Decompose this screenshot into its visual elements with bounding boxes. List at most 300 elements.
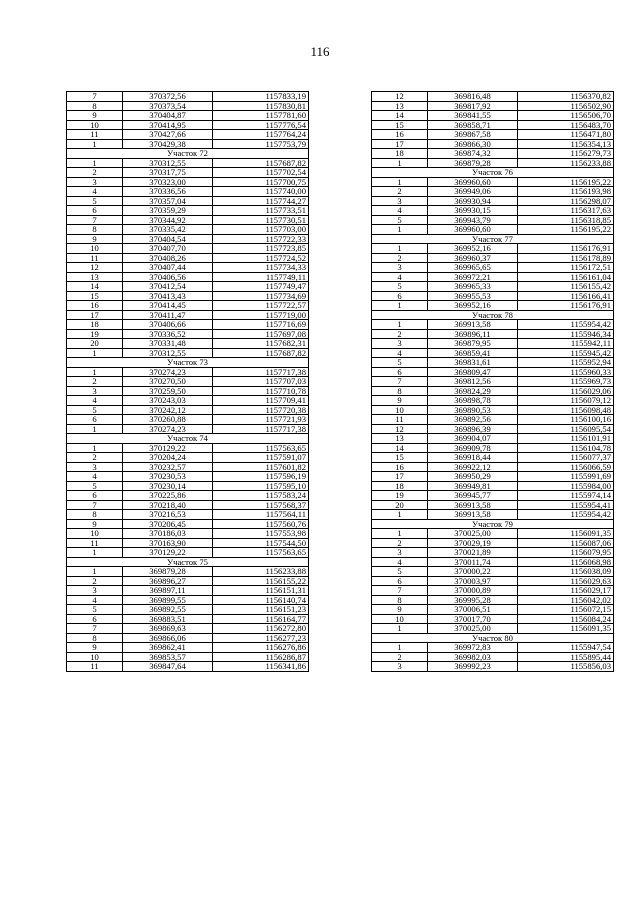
coordinate-y: 1155952,94 [518,358,614,368]
point-number: 1 [67,424,123,434]
section-title: Участок 77 [372,234,614,244]
table-row [67,548,309,558]
coordinate-x: 369816,48 [428,92,518,102]
point-number: 1 [372,225,428,235]
coordinate-x: 370006,51 [428,605,518,615]
coordinate-y: 1156029,63 [518,576,614,586]
point-number: 9 [372,396,428,406]
coordinate-y: 1156483,70 [518,120,614,130]
section-header-row [372,519,614,529]
point-number: 1 [67,548,123,558]
coordinate-x: 370414,95 [123,120,213,130]
coordinate-x: 370408,26 [123,253,213,263]
coordinate-y: 1156298,07 [518,196,614,206]
table-row [67,301,309,311]
point-number: 16 [372,130,428,140]
coordinate-x: 369890,53 [428,405,518,415]
point-number: 1 [372,624,428,634]
table-row [372,624,614,634]
coordinate-x: 369922,12 [428,462,518,472]
coordinate-x: 369862,41 [123,643,213,653]
coordinate-x: 370021,89 [428,548,518,558]
point-number: 2 [67,168,123,178]
table-row [372,576,614,586]
table-row [372,196,614,206]
coordinate-x: 369883,51 [123,614,213,624]
coordinate-y: 1157601,82 [213,462,309,472]
section-header-row [67,557,309,567]
coordinate-y: 1156151,31 [213,586,309,596]
coordinate-y: 1156506,70 [518,111,614,121]
table-row [67,643,309,653]
coordinate-y: 1156318,85 [518,215,614,225]
coordinate-x: 370225,86 [123,491,213,501]
point-number: 1 [67,443,123,453]
point-number: 1 [67,567,123,577]
coordinate-x: 369817,92 [428,101,518,111]
table-row [67,386,309,396]
table-row [372,453,614,463]
coordinate-y: 1156502,90 [518,101,614,111]
coordinate-x: 370230,53 [123,472,213,482]
coordinate-y: 1157722,33 [213,234,309,244]
coordinate-x: 369972,21 [428,272,518,282]
table-row [372,443,614,453]
section-header-row [67,358,309,368]
coordinate-y: 1157740,00 [213,187,309,197]
coordinate-x: 370274,23 [123,367,213,377]
coordinate-x: 369965,33 [428,282,518,292]
point-number: 7 [67,624,123,634]
point-number: 19 [67,329,123,339]
point-number: 13 [372,101,428,111]
coordinate-x: 370411,47 [123,310,213,320]
coordinate-y: 1155974,14 [518,491,614,501]
point-number: 1 [372,643,428,653]
table-row [67,291,309,301]
table-row [67,538,309,548]
table-row [372,92,614,102]
coordinate-y: 1156066,59 [518,462,614,472]
table-row [372,206,614,216]
section-header-row [372,310,614,320]
coordinate-y: 1156317,63 [518,206,614,216]
table-row [67,329,309,339]
coordinate-x: 370412,54 [123,282,213,292]
coordinate-y: 1157744,27 [213,196,309,206]
coordinate-y: 1156084,24 [518,614,614,624]
coordinate-y: 1157703,00 [213,225,309,235]
coordinate-y: 1157700,75 [213,177,309,187]
point-number: 3 [67,177,123,187]
table-row [67,111,309,121]
point-number: 3 [67,462,123,472]
coordinate-x: 370029,19 [428,538,518,548]
table-row [372,367,614,377]
coordinate-x: 370011,74 [428,557,518,567]
coordinate-y: 1157720,38 [213,405,309,415]
table-row [372,481,614,491]
coordinate-y: 1157717,38 [213,424,309,434]
table-row [67,168,309,178]
coordinate-y: 1155969,73 [518,377,614,387]
coordinate-y: 1156029,17 [518,586,614,596]
coordinate-y: 1156195,22 [518,225,614,235]
coordinate-y: 1157776,54 [213,120,309,130]
coordinate-x: 369949,06 [428,187,518,197]
table-row [67,92,309,102]
table-row [67,339,309,349]
point-number: 1 [372,244,428,254]
table-row [67,130,309,140]
point-number: 9 [67,111,123,121]
coordinate-y: 1156233,88 [518,158,614,168]
coordinate-y: 1155942,11 [518,339,614,349]
table-row [67,263,309,273]
coordinate-y: 1156072,15 [518,605,614,615]
table-row [67,624,309,634]
section-title: Участок 74 [67,434,309,444]
coordinate-y: 1157682,31 [213,339,309,349]
point-number: 14 [372,111,428,121]
coordinate-x: 369879,95 [428,339,518,349]
coordinate-y: 1156029,06 [518,386,614,396]
coordinate-x: 369960,60 [428,177,518,187]
table-row [372,149,614,159]
point-number: 1 [372,510,428,520]
coordinate-y: 1157734,33 [213,263,309,273]
point-number: 7 [67,92,123,102]
table-row [67,253,309,263]
point-number: 4 [67,595,123,605]
point-number: 11 [67,253,123,263]
table-row [372,652,614,662]
point-number: 2 [372,187,428,197]
point-number: 1 [67,367,123,377]
coordinate-y: 1156098,48 [518,405,614,415]
section-title: Участок 80 [372,633,614,643]
table-row [372,187,614,197]
table-row [372,605,614,615]
coordinate-x: 370003,97 [428,576,518,586]
coordinate-x: 369995,28 [428,595,518,605]
table-row [372,263,614,273]
coordinate-x: 369952,16 [428,244,518,254]
coordinate-x: 370218,40 [123,500,213,510]
coordinate-x: 370163,90 [123,538,213,548]
point-number: 1 [67,348,123,358]
point-number: 15 [372,453,428,463]
coordinate-y: 1157553,98 [213,529,309,539]
coordinate-y: 1155856,03 [518,662,614,672]
coordinate-y: 1156172,51 [518,263,614,273]
coordinate-x: 370406,56 [123,272,213,282]
point-number: 1 [372,177,428,187]
coordinate-y: 1157583,24 [213,491,309,501]
coordinate-y: 1157709,41 [213,396,309,406]
point-number: 5 [372,215,428,225]
table-row [67,443,309,453]
coordinate-x: 369896,11 [428,329,518,339]
coordinate-y: 1157544,50 [213,538,309,548]
coordinate-y: 1157596,19 [213,472,309,482]
coordinate-x: 369879,28 [123,567,213,577]
table-row [372,405,614,415]
table-row [372,101,614,111]
coordinate-x: 369945,77 [428,491,518,501]
coordinate-y: 1156095,54 [518,424,614,434]
point-number: 14 [372,443,428,453]
coordinate-x: 370407,70 [123,244,213,254]
coordinate-x: 370429,38 [123,139,213,149]
coordinate-y: 1155895,44 [518,652,614,662]
coordinate-y: 1155954,42 [518,320,614,330]
point-number: 11 [372,415,428,425]
point-number: 16 [372,462,428,472]
coordinate-x: 369869,63 [123,624,213,634]
coordinate-x: 369960,60 [428,225,518,235]
table-row [67,519,309,529]
page-number: 116 [310,44,330,59]
coordinate-y: 1157749,11 [213,272,309,282]
table-row [67,377,309,387]
coordinate-x: 370000,89 [428,586,518,596]
coordinate-x: 370243,03 [123,396,213,406]
table-row [67,567,309,577]
table-row [67,462,309,472]
coordinate-y: 1155945,42 [518,348,614,358]
coordinate-x: 369879,28 [428,158,518,168]
coordinate-x: 370216,53 [123,510,213,520]
table-row [372,662,614,672]
point-number: 6 [67,206,123,216]
table-row [372,225,614,235]
coordinate-y: 1157697,08 [213,329,309,339]
coordinate-x: 370404,87 [123,111,213,121]
table-row [372,396,614,406]
coordinate-x: 370312,55 [123,348,213,358]
coordinate-y: 1155946,34 [518,329,614,339]
table-row [372,510,614,520]
coordinate-x: 369866,06 [123,633,213,643]
coordinate-y: 1156151,23 [213,605,309,615]
coordinate-x: 369930,15 [428,206,518,216]
section-header-row [372,234,614,244]
table-row [67,244,309,254]
section-header-row [67,434,309,444]
point-number: 13 [67,272,123,282]
coordinate-x: 369824,29 [428,386,518,396]
table-row [372,244,614,254]
coordinate-x: 370357,04 [123,196,213,206]
table-row [67,529,309,539]
section-header-row [372,633,614,643]
coordinate-x: 369853,57 [123,652,213,662]
point-number: 4 [67,187,123,197]
point-number: 7 [372,586,428,596]
coordinate-x: 369952,16 [428,301,518,311]
table-row [67,405,309,415]
table-row [67,177,309,187]
table-row [372,472,614,482]
point-number: 4 [372,348,428,358]
coordinate-x: 370414,45 [123,301,213,311]
coordinate-x: 370000,22 [428,567,518,577]
table-row [372,358,614,368]
coordinate-x: 370206,45 [123,519,213,529]
coordinate-y: 1156155,42 [518,282,614,292]
table-row [372,339,614,349]
point-number: 7 [372,377,428,387]
coordinate-x: 369913,58 [428,500,518,510]
coordinate-y: 1157595,10 [213,481,309,491]
table-row [67,576,309,586]
point-number: 6 [372,576,428,586]
table-row [372,348,614,358]
point-number: 16 [67,301,123,311]
coordinate-x: 370260,88 [123,415,213,425]
point-number: 6 [372,367,428,377]
point-number: 8 [67,101,123,111]
table-row [67,101,309,111]
point-number: 20 [67,339,123,349]
table-row [67,158,309,168]
point-number: 1 [372,158,428,168]
coordinate-y: 1156276,86 [213,643,309,653]
coordinate-y: 1157717,38 [213,367,309,377]
point-number: 4 [67,396,123,406]
point-number: 5 [67,481,123,491]
coordinate-y: 1157568,37 [213,500,309,510]
coordinate-x: 370232,57 [123,462,213,472]
section-title: Участок 75 [67,557,309,567]
table-row [372,130,614,140]
coordinate-x: 369918,44 [428,453,518,463]
coordinate-x: 370336,56 [123,187,213,197]
point-number: 10 [67,529,123,539]
coordinate-x: 370359,29 [123,206,213,216]
coordinate-x: 370270,50 [123,377,213,387]
table-row [372,158,614,168]
coordinate-y: 1157734,69 [213,291,309,301]
table-row [372,253,614,263]
coordinate-y: 1156038,09 [518,567,614,577]
table-row [372,595,614,605]
point-number: 2 [67,453,123,463]
coordinate-y: 1156354,13 [518,139,614,149]
coordinate-x: 370323,00 [123,177,213,187]
point-number: 9 [372,605,428,615]
point-number: 1 [67,158,123,168]
coordinate-x: 369867,58 [428,130,518,140]
coordinate-y: 1156370,82 [518,92,614,102]
table-row [67,282,309,292]
coordinate-x: 370336,52 [123,329,213,339]
coordinate-y: 1156286,87 [213,652,309,662]
point-number: 2 [67,377,123,387]
point-number: 5 [67,405,123,415]
coordinate-x: 370025,00 [428,624,518,634]
coordinate-x: 370017,70 [428,614,518,624]
table-row [372,215,614,225]
table-row [372,548,614,558]
table-row [67,225,309,235]
table-row [372,557,614,567]
coordinate-y: 1157833,19 [213,92,309,102]
table-row [67,215,309,225]
point-number: 2 [372,652,428,662]
coordinate-y: 1157564,11 [213,510,309,520]
section-title: Участок 79 [372,519,614,529]
point-number: 11 [67,130,123,140]
point-number: 12 [372,92,428,102]
point-number: 18 [372,149,428,159]
coordinate-y: 1156193,98 [518,187,614,197]
coordinate-x: 369904,07 [428,434,518,444]
coordinate-y: 1157702,54 [213,168,309,178]
table-row [67,234,309,244]
coordinate-y: 1155984,00 [518,481,614,491]
coordinate-x: 370259,50 [123,386,213,396]
table-row [67,348,309,358]
table-row [67,187,309,197]
point-number: 6 [372,291,428,301]
coordinate-y: 1156164,77 [213,614,309,624]
coordinate-x: 369913,58 [428,320,518,330]
section-title: Участок 76 [372,168,614,178]
point-number: 10 [67,120,123,130]
coordinate-y: 1157716,69 [213,320,309,330]
table-row [372,462,614,472]
coordinate-y: 1156155,22 [213,576,309,586]
point-number: 3 [67,386,123,396]
table-row [67,196,309,206]
coordinate-x: 370186,03 [123,529,213,539]
coordinate-y: 1157724,52 [213,253,309,263]
point-number: 20 [372,500,428,510]
point-number: 9 [67,234,123,244]
coordinate-y: 1156272,80 [213,624,309,634]
table-row [67,481,309,491]
point-number: 13 [372,434,428,444]
coordinate-x: 369841,55 [428,111,518,121]
coordinate-x: 369955,53 [428,291,518,301]
table-row [67,206,309,216]
point-number: 15 [372,120,428,130]
table-row [372,377,614,387]
point-number: 10 [67,244,123,254]
table-row [372,301,614,311]
point-number: 1 [372,529,428,539]
table-row [372,272,614,282]
coordinate-y: 1157687,82 [213,158,309,168]
coordinates-table-right [371,91,614,672]
coordinate-y: 1157753,79 [213,139,309,149]
coordinate-x: 370407,44 [123,263,213,273]
point-number: 12 [372,424,428,434]
table-row [372,139,614,149]
table-row [372,177,614,187]
point-number: 9 [67,643,123,653]
point-number: 4 [372,557,428,567]
point-number: 10 [372,614,428,624]
table-row [372,120,614,130]
coordinate-y: 1156233,88 [213,567,309,577]
table-row [372,424,614,434]
coordinate-x: 369992,23 [428,662,518,672]
table-row [372,386,614,396]
table-row [67,310,309,320]
